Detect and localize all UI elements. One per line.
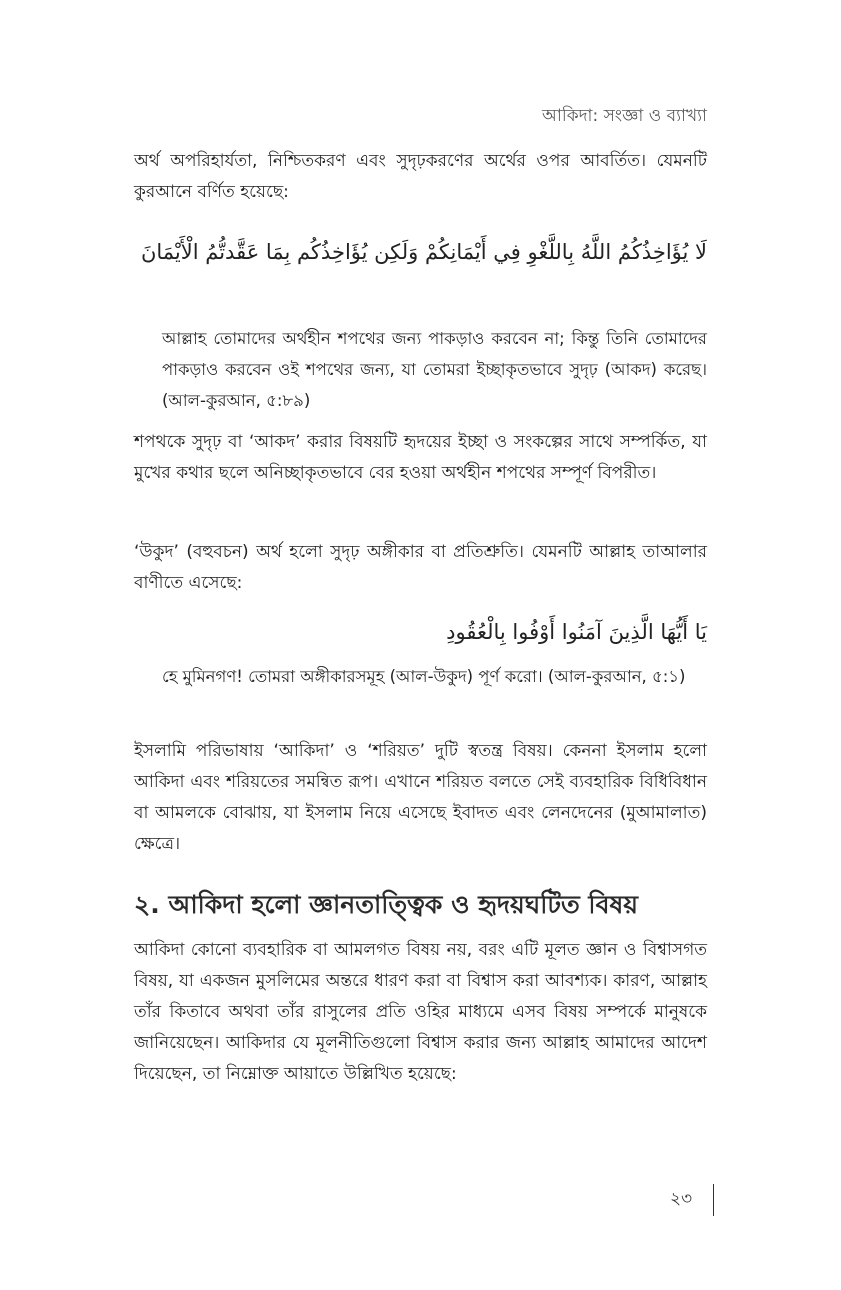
intro-paragraph: অর্থ অপরিহার্যতা, নিশ্চিতকরণ এবং সুদৃঢ়করণের অর্থের ওপর আবর্তিত। যেমনটি কুরআনে বর্ণিত হয়েছে:: [134, 151, 707, 202]
section-heading: ২. আকিদা হলো জ্ঞানতাত্ত্বিক ও হৃদয়ঘটিত বিষয়: [134, 890, 639, 919]
verse-translation-5-89: আল্লাহ তোমাদের অর্থহীন শপথের জন্য পাকড়াও করবেন না; কিন্তু তিনি তোমাদের পাকড়াও করবেন ওই শপথের জন্য, যা তোমরা ইচ্ছাকৃতভাবে সুদৃঢ় (আকদ) করেছ। (আল-কুরআন, ৫:৮৯): [162, 329, 707, 410]
terminology-paragraph: ইসলামি পরিভাষায় ‘আকিদা’ ও ‘শরিয়ত’ দুটি স্বতন্ত্র বিষয়। কেননা ইসলাম হলো আকিদা এবং শরিয়তের সমন্বিত রূপ। এখানে শরিয়ত বলতে সেই ব্যবহারিক বিধিবিধান বা আমলকে বোঝায়, যা ইসলাম নিয়ে এসেছে ইবাদত এবং লেনদেনের (মুআমালাত) ক্ষেত্রে।: [134, 741, 707, 854]
oath-explanation-paragraph: শপথকে সুদৃঢ় বা ‘আকদ’ করার বিষয়টি হৃদয়ের ইচ্ছা ও সংকল্পের সাথে সম্পর্কিত, যা মুখের কথার ছলে অনিচ্ছাকৃতভাবে বের হওয়া অর্থহীন শপথের সম্পূর্ণ বিপরীত।: [134, 432, 707, 483]
page-number-rule: [713, 1184, 714, 1216]
quran-verse-arabic-5-89: لَا يُؤَاخِذُكُمُ اللَّهُ بِاللَّغْوِ فِي أَيْمَانِكُمْ وَلَكِن يُؤَاخِذُكُم بِمَا عَقَّدتُّمُ الْأَيْمَانَ: [140, 240, 707, 264]
uqud-meaning-paragraph: ‘উকুদ’ (বহুবচন) অর্থ হলো সুদৃঢ় অঙ্গীকার বা প্রতিশ্রুতি। যেমনটি আল্লাহ তাআলার বাণীতে এসেছে:: [134, 542, 707, 593]
section-body-paragraph: আকিদা কোনো ব্যবহারিক বা আমলগত বিষয় নয়, বরং এটি মূলত জ্ঞান ও বিশ্বাসগত বিষয়, যা একজন মুসলিমের অন্তরে ধারণ করা বা বিশ্বাস করা আবশ্যক। কারণ, আল্লাহ তাঁর কিতাবে অথবা তাঁর রাসুলের প্রতি ওহির মাধ্যমে এসব বিষয় সম্পর্কে মানুষকে জানিয়েছেন। আকিদার যে মূলনীতিগুলো বিশ্বাস করার জন্য আল্লাহ আমাদের আদেশ দিয়েছেন, তা নিম্নোক্ত আয়াতে উল্লিখিত হয়েছে:: [134, 940, 707, 1084]
page-number: ২৩: [670, 1189, 693, 1209]
verse-translation-5-1: হে মুমিনগণ! তোমরা অঙ্গীকারসমূহ (আল-উকুদ) পূর্ণ করো। (আল-কুরআন, ৫:১): [162, 667, 686, 686]
quran-verse-arabic-5-1: يَا أَيُّهَا الَّذِينَ آمَنُوا أَوْفُوا بِالْعُقُودِ: [446, 620, 707, 644]
running-header: আকিদা: সংজ্ঞা ও ব্যাখ্যা: [542, 106, 707, 126]
